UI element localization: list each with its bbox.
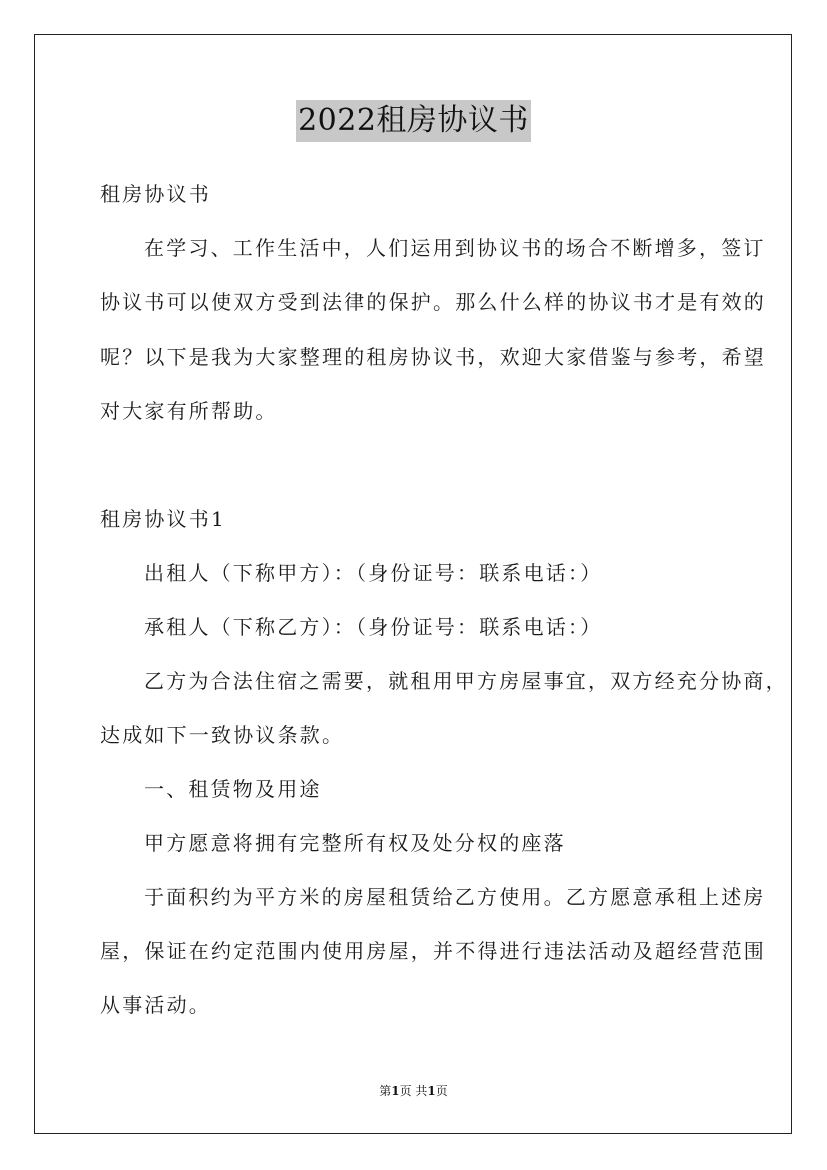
page-number: 1 [391, 1084, 400, 1098]
paragraph-line: 协议书可以使双方受到法律的保护。那么什么样的协议书才是有效的 [100, 290, 766, 314]
paragraph-line: 乙方为合法住宿之需要，就租用甲方房屋事宜，双方经充分协商， [144, 669, 788, 693]
paragraph-line: 屋，保证在约定范围内使用房屋，并不得进行违法活动及超经营范围 [100, 939, 766, 963]
paragraph-line: 出租人（下称甲方）：（身份证号：联系电话：） [144, 561, 603, 585]
footer-mid: 页 共 [399, 1084, 428, 1098]
heading-line: 租房协议书 [100, 182, 211, 206]
title-container [0, 100, 827, 142]
paragraph-line: 对大家有所帮助。 [100, 399, 278, 423]
section-heading: 租房协议书1 [100, 507, 226, 531]
paragraph-line: 从事活动。 [100, 993, 211, 1017]
paragraph-line: 于面积约为平方米的房屋租赁给乙方使用。乙方愿意承租上述房 [144, 885, 766, 909]
paragraph-line: 达成如下一致协议条款。 [100, 723, 345, 747]
footer-prefix: 第 [379, 1084, 392, 1098]
paragraph-line: 承租人（下称乙方）：（身份证号：联系电话：） [144, 615, 603, 639]
total-pages: 1 [427, 1084, 436, 1098]
subheading-line: 一、租赁物及用途 [144, 777, 322, 801]
page-footer [0, 1083, 827, 1099]
footer-suffix: 页 [435, 1084, 448, 1098]
paragraph-line: 甲方愿意将拥有完整所有权及处分权的座落 [144, 831, 566, 855]
document-title: 2022租房协议书 [296, 100, 531, 142]
paragraph-line: 在学习、工作生活中，人们运用到协议书的场合不断增多，签订 [144, 236, 766, 260]
paragraph-line: 呢？以下是我为大家整理的租房协议书，欢迎大家借鉴与参考，希望 [100, 345, 766, 369]
